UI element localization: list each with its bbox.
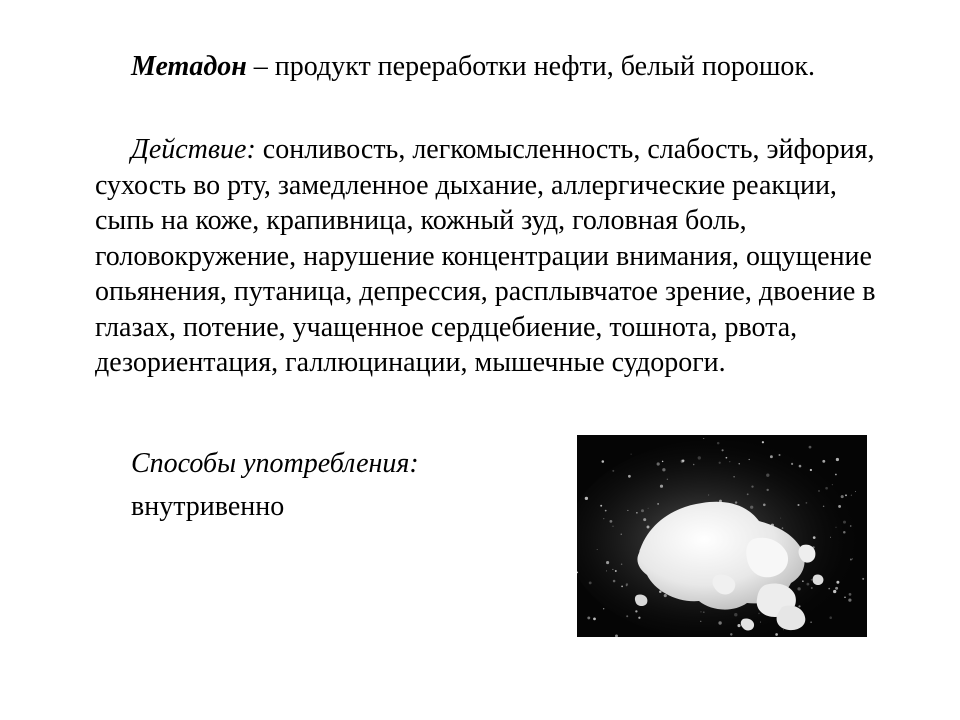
powder-speck xyxy=(664,594,667,597)
powder-speck xyxy=(758,613,760,615)
powder-speck xyxy=(626,615,628,617)
paragraph-effects xyxy=(95,132,895,381)
powder-speck xyxy=(662,461,664,463)
powder-speck xyxy=(843,531,846,534)
powder-speck xyxy=(806,502,808,504)
powder-speck xyxy=(739,463,740,464)
term-methods-of-use: Способы употребления: xyxy=(131,448,419,479)
powder-speck xyxy=(657,462,660,465)
powder-speck xyxy=(822,460,825,463)
powder-speck xyxy=(643,518,646,521)
powder-speck xyxy=(589,582,592,585)
powder-speck xyxy=(844,596,846,598)
powder-speck xyxy=(780,518,781,519)
powder-speck xyxy=(648,508,649,509)
powder-speck xyxy=(621,564,622,565)
powder-speck xyxy=(621,586,623,588)
powder-speck xyxy=(802,580,804,582)
powder-speck xyxy=(862,578,864,580)
powder-speck xyxy=(719,462,721,464)
powder-speck xyxy=(708,495,709,496)
powder-speck xyxy=(760,622,761,623)
powder-speck xyxy=(700,621,701,622)
powder-speck xyxy=(818,490,819,491)
powder-speck xyxy=(626,583,628,585)
powder-speck xyxy=(799,465,802,468)
powder-speck xyxy=(703,611,705,613)
powder-speck xyxy=(830,537,831,538)
powder-speck xyxy=(735,501,737,503)
powder-speck xyxy=(647,526,650,529)
powder-speck xyxy=(602,460,605,463)
powder-speck xyxy=(717,442,720,445)
powder-illustration xyxy=(577,435,867,637)
powder-speck xyxy=(606,561,609,564)
powder-speck xyxy=(775,633,778,636)
powder-speck xyxy=(855,491,856,492)
powder-speck xyxy=(621,534,622,535)
powder-speck xyxy=(628,475,631,478)
powder-speck xyxy=(726,457,728,459)
powder-speck xyxy=(770,455,773,458)
powder-speck xyxy=(782,527,784,529)
powder-speck xyxy=(703,438,704,439)
powder-speck xyxy=(681,460,684,463)
powder-speck xyxy=(718,621,721,624)
powder-speck xyxy=(667,479,668,480)
powder-speck xyxy=(829,616,832,619)
powder-speck xyxy=(811,579,813,581)
powder-speck xyxy=(747,493,749,495)
powder-speck xyxy=(613,580,616,583)
powder-speck xyxy=(610,520,613,523)
powder-speck xyxy=(615,570,617,572)
powder-speck xyxy=(852,558,853,559)
powder-speck xyxy=(749,459,750,460)
powder-speck xyxy=(763,503,766,506)
powder-speck xyxy=(657,503,659,505)
powder-speck xyxy=(593,618,596,621)
paragraph-methadone-definition xyxy=(95,49,895,85)
effects-text: сонливость, легкомысленность, слабость, эйфория, сухость во рту, замедленное дыхание, аллергические реакции, сыпь на коже, крапивница, кожный зуд, головная боль, головокружение, нарушение концентрации внимания, ощущение опьянения, путаница, депрессия, расплывчатое зрение, двоение в глазах, потение, учащенное сердцебиение, тошнота, рвота, дезориентация, галлюцинации, мышечные судороги. xyxy=(95,134,876,378)
powder-speck xyxy=(698,456,701,459)
powder-speck xyxy=(809,446,812,449)
powder-speck xyxy=(807,583,810,586)
powder-speck xyxy=(606,570,607,571)
powder-speck xyxy=(762,441,764,443)
powder-speck xyxy=(641,509,644,512)
powder-speck xyxy=(836,527,837,528)
powder-speck xyxy=(850,559,852,561)
powder-speck xyxy=(693,464,695,466)
powder-speck xyxy=(825,487,828,490)
powder-speck xyxy=(751,485,753,487)
powder-speck xyxy=(597,549,598,550)
powder-speck xyxy=(636,512,638,514)
powder-speck xyxy=(811,587,813,589)
powder-speck xyxy=(783,629,784,630)
powder-speck xyxy=(612,525,614,527)
powder-speck xyxy=(660,485,663,488)
powder-speck xyxy=(701,611,702,612)
powder-speck xyxy=(832,484,833,485)
powder-speck xyxy=(734,613,737,616)
powder-speck xyxy=(813,536,816,539)
powder-speck xyxy=(797,504,799,506)
powder-speck xyxy=(841,495,844,498)
powder-speck xyxy=(737,624,740,627)
powder-speck xyxy=(733,476,734,477)
powder-speck xyxy=(638,617,640,619)
powder-speck xyxy=(766,489,768,491)
white-powder-photo xyxy=(577,435,867,637)
powder-speck xyxy=(836,458,839,461)
powder-speck xyxy=(722,449,724,451)
method-intravenous: внутривенно xyxy=(131,491,285,522)
powder-speck xyxy=(600,505,602,507)
powder-speck xyxy=(838,505,841,508)
powder-speck xyxy=(585,497,588,500)
powder-speck xyxy=(843,521,846,524)
powder-speck xyxy=(823,506,824,507)
powder-speck xyxy=(631,454,632,455)
powder-speck xyxy=(828,588,830,590)
definition-text: – продукт переработки нефти, белый порошок. xyxy=(246,51,815,82)
powder-speck xyxy=(603,608,604,609)
powder-speck xyxy=(750,506,753,509)
powder-speck xyxy=(810,621,812,623)
powder-speck xyxy=(848,599,851,602)
powder-speck xyxy=(659,591,662,594)
powder-speck xyxy=(612,470,614,472)
powder-speck xyxy=(662,468,665,471)
powder-speck xyxy=(845,494,847,496)
powder-speck xyxy=(850,525,852,527)
powder-speck xyxy=(836,581,839,584)
powder-speck xyxy=(627,510,628,511)
powder-speck xyxy=(730,633,732,635)
powder-speck xyxy=(833,590,836,593)
powder-speck xyxy=(835,587,838,590)
powder-speck xyxy=(791,463,793,465)
powder-speck xyxy=(835,474,837,476)
powder-speck xyxy=(605,510,607,512)
powder-speck xyxy=(778,454,780,456)
powder-speck xyxy=(810,469,812,471)
powder-speck xyxy=(797,587,800,590)
powder-speck xyxy=(798,605,800,607)
powder-speck xyxy=(603,518,604,519)
powder-speck xyxy=(766,474,769,477)
powder-speck xyxy=(851,495,852,496)
powder-speck xyxy=(635,610,637,612)
powder-speck xyxy=(729,461,730,462)
powder-speck xyxy=(849,593,852,596)
powder-speck xyxy=(612,569,613,570)
term-methadone: Метадон xyxy=(131,51,247,82)
powder-speck xyxy=(587,616,590,619)
term-effects: Действие: xyxy=(131,134,256,165)
